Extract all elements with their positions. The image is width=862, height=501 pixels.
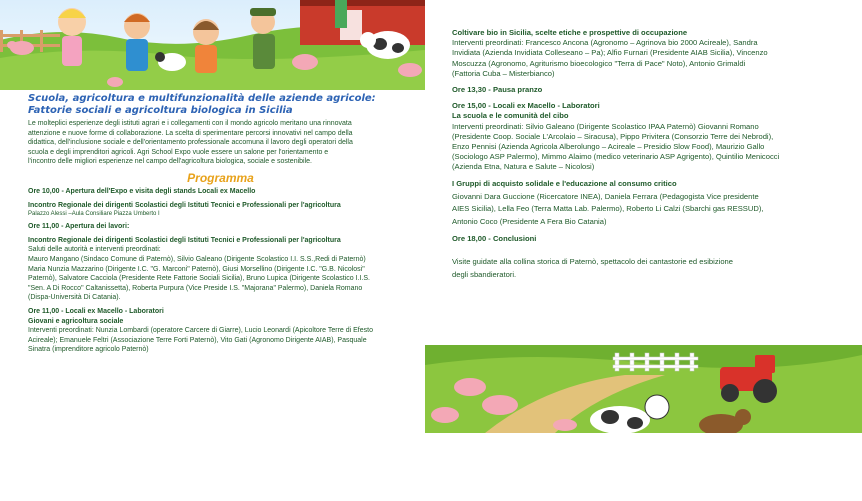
authorities-paragraph: Saluti delle autorità e interventi preordinati: Mauro Mangano (Sindaco Comune di Paternò), Silvio Galeano (Dirigente Scolastico I.I. S.S.,Redi di Paternò) Maria Nunzia Mazzarino (Dirigente I.C. "G. Marconi" Paternò), Giusi Morsellino (Dirigente I.C. "G.B. Nicolosi" Paternò), Salvatore Cacciola (Presidente Rete Fattorie Sociali Sicilia), Bruno Lupica (Dirigente Scolastico I.I.S. "Sen. A Di Rocco" Caltanissetta), Roberta Purpura (Vice Preside I.S. "Majorana" Palermo), Daniela Romano (Dispa-Università Di Catania). (28, 246, 370, 302)
lunch-break: Ore 13,30 - Pausa pranzo (452, 85, 543, 95)
right-column (452, 28, 852, 281)
gas-speakers: Giovanni Dara Guccione (Ricercatore INEA), Daniela Ferrara (Pedagogista Vice presidente AIES Sicilia), Lella Feo (Terra Matta Lab. Palermo), Roberto Li Calzi (Sbarchi gas RESSUD), Antonio Coco (Presidente A Fera Bio Catania) (452, 191, 764, 226)
schedule-1500-labs: Ore 15,00 - Locali ex Macello - Laboratori (452, 101, 600, 111)
intro-paragraph: Le molteplici esperienze degli istituti agrari e i collegamenti con il mondo agricolo meritano una rinnovata attenzione e nuove forme di collaborazione. La scelta di sperimentare percorsi innovativi nel campo della didattica, dell'inclusione sociale e dell'orientamento professionale accomuna il lavoro degli operatori della scuola e degli imprenditori agricoli. Agri School Expo vuole essere un salone per l'orientamento e l'incontro delle migliori esperienze nel campo dell'agricoltura biologica, sociale e sostenibile. (28, 120, 353, 166)
youth-agriculture-heading: Giovani e agricoltura sociale (28, 317, 124, 325)
schedule-1000: Ore 10,00 - Apertura dell'Expo e visita degli stands Locali ex Macello (28, 187, 256, 195)
guided-visits: Visite guidate alla collina storica di Paternò, spettacolo dei cantastorie ed esibizione degli sbandieratori. (452, 256, 733, 279)
farm-children-illustration (0, 0, 425, 90)
regional-meeting-2: Incontro Regionale dei dirigenti Scolastici degli Istituti Tecnici e Professionali per l'agricoltura (28, 236, 341, 244)
conclusions: Ore 18,00 - Conclusioni (452, 234, 537, 244)
gas-heading: I Gruppi di acquisto solidale e l'educazione al consumo critico (452, 178, 677, 188)
schedule-1100-labs: Ore 11,00 - Locali ex Macello - Laboratori (28, 307, 164, 315)
regional-meeting: Incontro Regionale dei dirigenti Scolastici degli Istituti Tecnici e Professionali per l'agricoltura (28, 201, 341, 209)
food-communities-heading: La scuola e le comunità del cibo (452, 111, 569, 121)
food-communities-speakers: Interventi preordinati: Silvio Galeano (Dirigente Scolastico IPAA Paternò) Giovanni Romano (Presidente Coop. Sociale L'Arcolaio – Siracusa), Pippo Privitera (Consorzio Terre dei Nebrodi), Enzo Pennisi (Azienda Agricola Alberolungo – Acireale – Presidio Slow Food), Maurizio Gallo (Sociologo ASP Palermo), Mimmo Alaimo (medico veterinario ASP Agrigento), Quintilio Menicocci (Azienda Etna, Natura e Salute – Nicolosi) (452, 121, 780, 172)
youth-agriculture-speakers: Interventi preordinati: Nunzia Lombardi (operatore Carcere di Giarre), Lucio Leonardi (Apicoltore Terre di Efesto Acireale); Emanuele Feltri (Associazione Terre Forti Paternò), Vito Gati (Agronomo Dirigente AIAB), Pasquale Sinatra (imprenditore agricolo Paternò) (28, 327, 373, 354)
farm-animals-illustration (425, 345, 862, 433)
title-line-1: Scuola, agricoltura e multifunzionalità delle aziende agricole: (28, 93, 376, 104)
organic-sicily-speakers: Interventi preordinati: Francesco Ancona (Agronomo – Agrinova bio 2000 Acireale), Sandra Invidiata (Azienda Invidiata Colleseano – Pa); Alfio Furnari (Presidente AIAB Sicilia), Vincenzo Moscuzza (Agronomo, Agriturismo bioecologico "Terra di Pace" Noto), Antonio Grimaldi (Fattoria Cuba – Misterbianco) (452, 38, 768, 78)
section-title (28, 93, 413, 116)
programma-heading: Programma (187, 170, 254, 185)
schedule-1100-opening: Ore 11,00 - Apertura dei lavori: (28, 223, 130, 231)
title-line-2: Fattorie sociali e agricoltura biologica in Sicilia (28, 104, 293, 116)
organic-sicily-heading: Coltivare bio in Sicilia, scelte etiche e prospettive di occupazione (452, 28, 688, 37)
meeting-location: Palazzo Alessi –Aula Consiliare Piazza Umberto I (28, 211, 160, 218)
left-column (28, 93, 413, 355)
